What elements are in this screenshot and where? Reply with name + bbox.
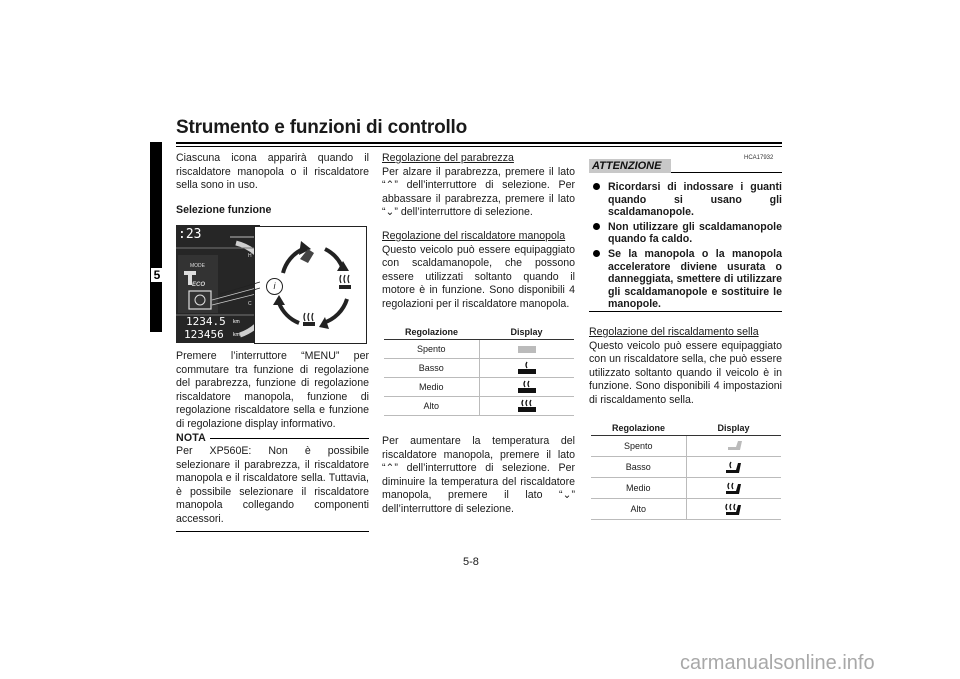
windshield-heading: Regolazione del parabrezza xyxy=(382,152,514,164)
table-row xyxy=(591,436,781,457)
setting-label: Basso xyxy=(591,457,686,478)
chevron-up-icon: ⌃ xyxy=(385,462,395,475)
middle-column xyxy=(382,152,575,312)
grip-off-icon xyxy=(479,340,574,359)
setting-label: Alto xyxy=(384,397,479,416)
display-eco: ECO xyxy=(192,282,206,288)
setting-label: Spento xyxy=(384,340,479,359)
attention-list xyxy=(591,181,782,313)
table-row xyxy=(384,340,574,359)
display-trip: 1234.5 xyxy=(186,315,226,328)
setting-label: Spento xyxy=(591,436,686,457)
seat-text: Questo veicolo può essere equipaggiato con un riscaldatore sella, che può essere utilizzato soltanto quando il veicolo è in funzione. Sono disponibili 4 impostazioni di riscaldamento sella. xyxy=(589,339,782,406)
chapter-tab xyxy=(150,142,162,332)
seat-low-icon xyxy=(686,457,781,478)
grip-heater-table xyxy=(384,325,574,416)
grip-low-icon xyxy=(479,359,574,378)
connector-lines xyxy=(220,276,260,306)
grip-medium-icon xyxy=(479,378,574,397)
setting-label: Medio xyxy=(384,378,479,397)
selection-heading: Selezione funzione xyxy=(176,203,272,216)
seat-high-icon xyxy=(686,499,781,520)
attention-title: ATTENZIONE xyxy=(592,160,662,172)
table-header-display: Display xyxy=(686,421,781,436)
chapter-number: 5 xyxy=(151,268,163,282)
menu-text: Premere l’interruttore “MENU” per commutare tra funzione di regolazione del parabrezza, funzione di regolazione riscaldatore manopola, funzione di regolazione riscaldatore sella e funzione di regolazione display informativo. xyxy=(176,350,369,430)
setting-label: Alto xyxy=(591,499,686,520)
display-h: H xyxy=(248,253,252,259)
nota-text: Per XP560E: Non è possibile selezionare il parabrezza, il riscaldatore manopola e il riscaldatore sella. Tuttavia, è possibile selezionare il riscaldatore manopola collegando componenti accessori. xyxy=(176,445,369,525)
temp-text: Per aumentare la temperatura del riscaldatore manopola, premere il lato “⌃” dell’interruttore di selezione. Per diminuire la temperatura del riscaldatore manopola, premere il lato “⌄” dell’interruttore di selezione. xyxy=(382,435,575,515)
page-number: 5-8 xyxy=(463,556,479,568)
list-item: Non utilizzare gli scaldamanopole quando fa caldo. xyxy=(591,221,782,246)
setting-label: Medio xyxy=(591,478,686,499)
grip-text: Questo veicolo può essere equipaggiato con scaldamanopole, che possono essere utilizzati soltanto quando il motore è in funzione. Sono disponibili 4 regolazioni per il riscaldatore manopola. xyxy=(382,243,575,310)
table-row xyxy=(384,359,574,378)
intro-text: Ciascuna icona apparirà quando il riscaldatore manopola o il riscaldatore sella sono in uso. xyxy=(176,152,369,192)
display-mode: MODE xyxy=(190,263,205,269)
nota-block xyxy=(176,432,369,532)
header-rule xyxy=(176,142,782,144)
list-item: Ricordarsi di indossare i guanti quando si usano gli scaldamanopole. xyxy=(591,181,782,219)
chevron-down-icon: ⌄ xyxy=(562,489,572,502)
function-cycle-diagram xyxy=(254,226,367,344)
display-odo-unit: km xyxy=(233,332,240,338)
attention-rule xyxy=(671,172,782,173)
middle-column-lower xyxy=(382,435,575,517)
seat-heading: Regolazione del riscaldamento sella xyxy=(589,326,759,338)
right-column-lower xyxy=(589,326,782,408)
display-clock: :23 xyxy=(178,227,202,242)
table-row xyxy=(591,478,781,499)
windshield-text: Per alzare il parabrezza, premere il lato “⌃” dell’interruttore di selezione. Per abbassare il parabrezza, premere il lato “⌄” dell’interruttore di selezione. xyxy=(382,165,575,219)
table-row xyxy=(591,457,781,478)
bullet-icon xyxy=(593,223,600,230)
footer-watermark: carmanualsonline.info xyxy=(680,652,875,674)
display-trip-unit: km xyxy=(233,319,240,325)
display-c: C xyxy=(248,301,252,307)
setting-label: Basso xyxy=(384,359,479,378)
table-header-display: Display xyxy=(479,325,574,340)
table-header-setting: Regolazione xyxy=(384,325,479,340)
header-rule-thin xyxy=(176,146,782,147)
chevron-up-icon: ⌃ xyxy=(385,179,395,192)
nota-rule xyxy=(210,438,369,439)
left-column xyxy=(176,152,369,217)
nota-end-rule xyxy=(176,531,369,532)
seat-heater-table xyxy=(591,421,781,520)
grip-heading: Regolazione del riscaldatore manopola xyxy=(382,229,566,242)
attention-end-rule xyxy=(589,311,782,312)
page-title: Strumento e funzioni di controllo xyxy=(176,117,468,138)
display-odo: 123456 xyxy=(184,328,224,341)
nota-title: NOTA xyxy=(176,432,207,444)
info-icon: i xyxy=(266,278,283,295)
table-row xyxy=(591,499,781,520)
table-row xyxy=(384,397,574,416)
bullet-icon xyxy=(593,183,600,190)
seat-off-icon xyxy=(686,436,781,457)
left-column-lower xyxy=(176,350,369,432)
list-item: Se la manopola o la manopola acceleratore diviene usurata o danneggiata, smettere di utilizzare gli scaldamanopole e sostituire le manopole. xyxy=(591,248,782,311)
seat-medium-icon xyxy=(686,478,781,499)
chevron-down-icon: ⌄ xyxy=(385,206,395,219)
attention-code: HCA17932 xyxy=(744,155,774,161)
table-header-setting: Regolazione xyxy=(591,421,686,436)
grip-high-icon xyxy=(479,397,574,416)
table-row xyxy=(384,378,574,397)
bullet-icon xyxy=(593,250,600,257)
